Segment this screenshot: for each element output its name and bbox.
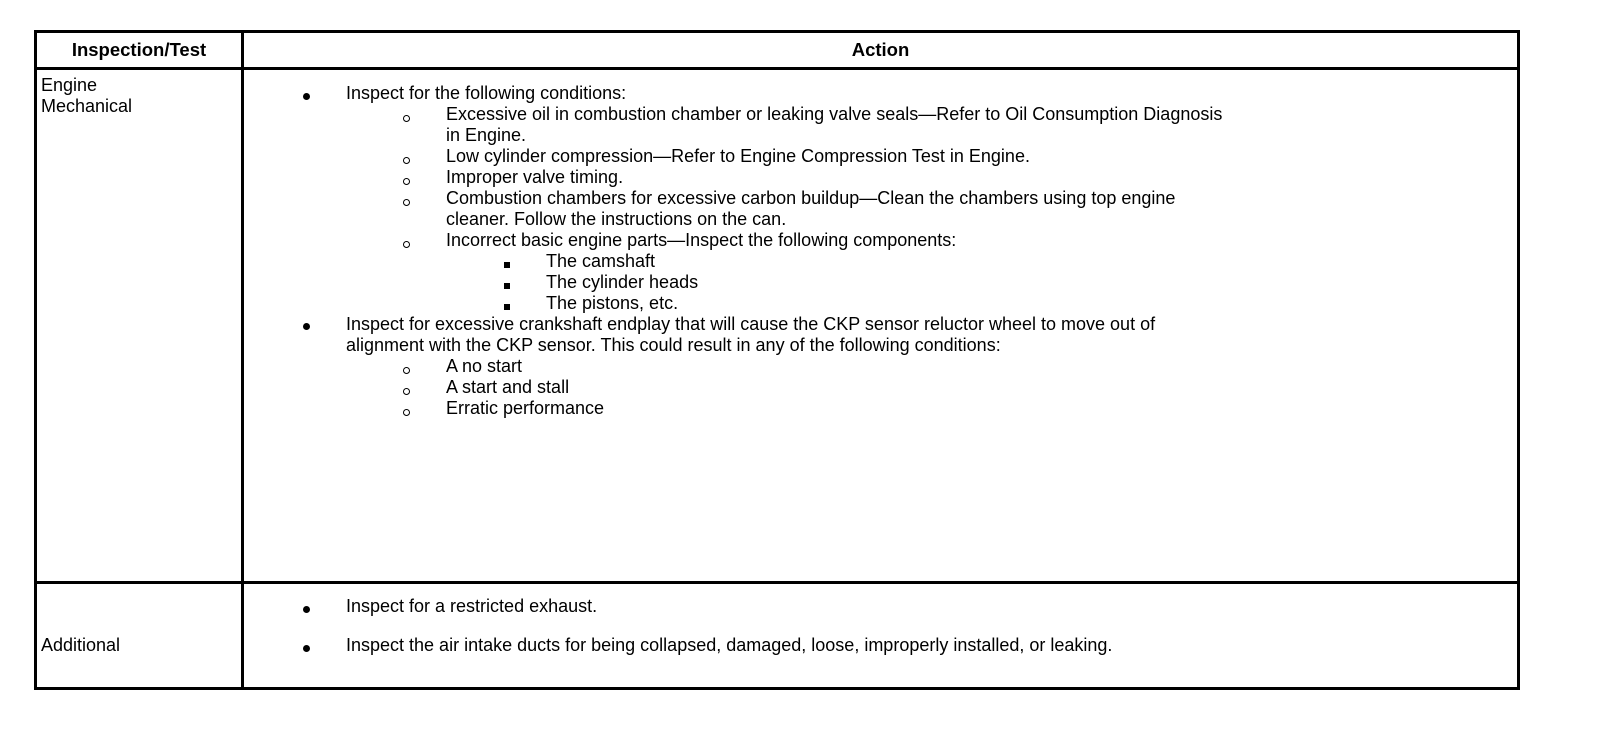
bullet-circle-icon [403,388,410,395]
diagnostic-table [34,30,1520,690]
row-divider [37,581,1517,584]
action-line: Inspect the air intake ducts for being collapsed, damaged, loose, improperly installed, or leaking. [346,635,1113,655]
action-line: The camshaft [546,251,656,271]
action-line: Combustion chambers for excessive carbon buildup—Clean the chambers using top engine [446,188,1176,208]
action-line: cleaner. Follow the instructions on the can. [446,209,787,229]
action-line: Erratic performance [446,398,605,418]
header-inspection-test: Inspection/Test [71,39,207,60]
action-line: Excessive oil in combustion chamber or leaking valve seals—Refer to Oil Consumption Diagnosis [446,104,1223,124]
action-line: alignment with the CKP sensor. This could result in any of the following conditions: [346,335,1001,355]
column-divider [241,33,244,687]
action-line: Inspect for excessive crankshaft endplay that will cause the CKP sensor reluctor wheel to move out of [346,314,1156,334]
bullet-square-icon [504,262,510,268]
bullet-square-icon [504,304,510,310]
action-line: The pistons, etc. [546,293,679,313]
bullet-circle-icon [403,115,410,122]
action-line: The cylinder heads [546,272,699,292]
bullet-dot-icon [303,93,310,100]
action-line: in Engine. [446,125,527,145]
action-line: Improper valve timing. [446,167,624,187]
bullet-circle-icon [403,409,410,416]
bullet-circle-icon [403,178,410,185]
action-line: A no start [446,356,523,376]
header-divider [37,67,1517,70]
action-line: Incorrect basic engine parts—Inspect the following components: [446,230,957,250]
bullet-circle-icon [403,199,410,206]
action-line: Low cylinder compression—Refer to Engine Compression Test in Engine. [446,146,1030,166]
header-action: Action [851,39,910,60]
action-line: A start and stall [446,377,570,397]
bullet-square-icon [504,283,510,289]
bullet-circle-icon [403,367,410,374]
row-label-additional: Additional [41,635,121,655]
bullet-circle-icon [403,157,410,164]
row-label-engine-mechanical: Engine Mechanical [41,75,133,116]
bullet-dot-icon [303,645,310,652]
bullet-dot-icon [303,323,310,330]
action-line: Inspect for the following conditions: [346,83,627,103]
bullet-circle-icon [403,241,410,248]
bullet-dot-icon [303,606,310,613]
action-line: Inspect for a restricted exhaust. [346,596,598,616]
